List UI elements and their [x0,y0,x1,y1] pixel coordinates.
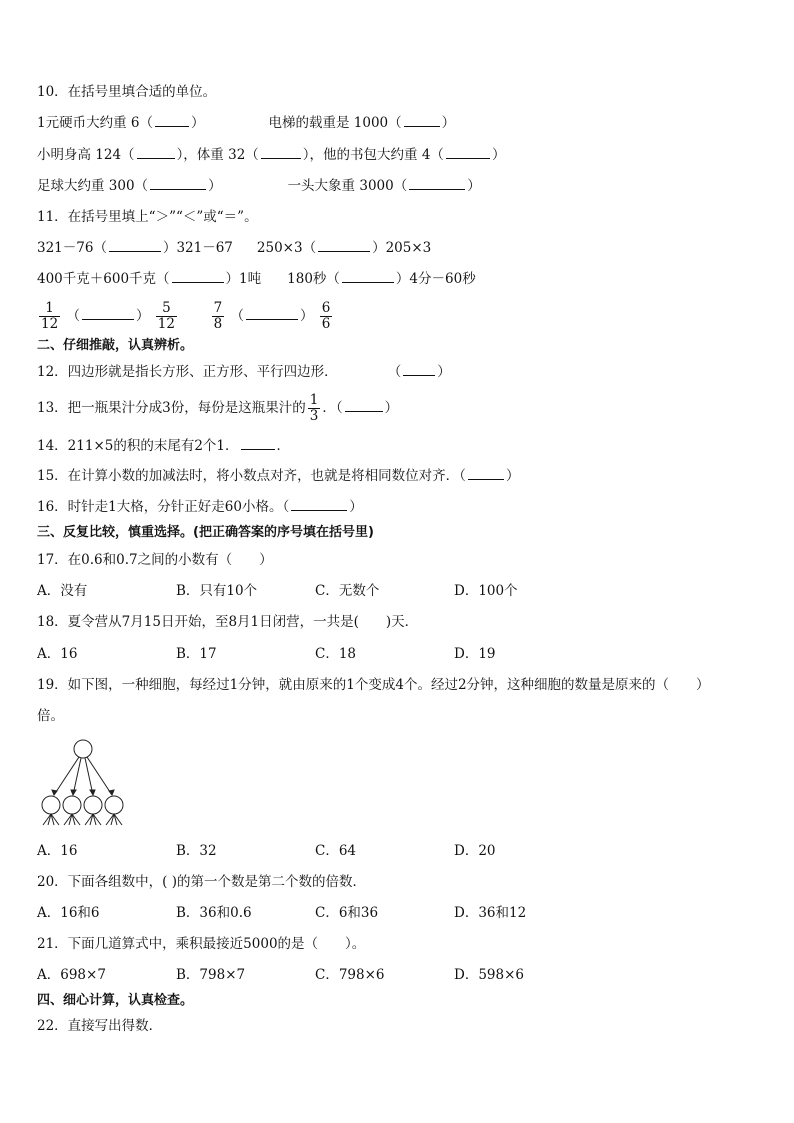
answer-blank[interactable] [342,270,394,283]
q13-text: 13．把一瓶果汁分成3份，每份是这瓶果汁的 [37,400,306,416]
q22-stem: 22．直接写出得数． [37,1018,163,1034]
answer-blank[interactable] [291,498,347,511]
q20-stem: 20．下面各组数中，( )的第一个数是第二个数的倍数． [37,874,367,890]
q19-option-b[interactable]: B．32 [176,843,217,859]
fraction-numerator: 5 [162,300,171,316]
q11-row3 [37,298,334,334]
q21-stem: 21．下面几道算式中，乘积最接近5000的是（ ）。 [37,936,366,952]
fraction [212,301,225,332]
q18-option-a[interactable]: A．16 [37,646,78,662]
fraction-numerator: 1 [309,392,319,408]
parent-cell [74,740,92,758]
q14-text: 14．211×5的积的末尾有2个1． [37,438,239,454]
q10-r3-close2: ） [467,178,481,194]
paren-close: ） [384,400,399,416]
answer-blank[interactable] [82,307,134,320]
q10-r1-text: 1元硬币大约重 6（ [37,115,153,131]
answer-blank[interactable] [446,146,490,159]
q21-option-a[interactable]: A．698×7 [37,967,106,983]
answer-blank[interactable] [468,467,504,480]
q20-option-c[interactable]: C．6和36 [315,905,379,921]
section-heading-2: 二、仔细推敲，认真辨析。 [37,338,194,353]
answer-blank[interactable] [261,146,301,159]
child-cell [63,796,81,814]
section-heading-3: 三、反复比较，慎重选择。(把正确答案的序号填在括号里) [37,525,374,540]
q13-text2: ．（ [322,400,343,416]
q11-r2-text: 400千克＋600千克（ [37,271,170,287]
answer-blank[interactable] [345,399,383,412]
q11-r2-text4: ）4分－60秒 [395,271,476,287]
q11-title: 11．在括号里填上“＞”“＜”或“＝”。 [37,209,258,225]
q11-r1-text3: 250×3（ [256,240,317,256]
q15 [37,467,519,485]
paren-close: ） [135,308,150,324]
paren-close: ） [349,499,363,515]
q10-row3 [37,177,481,195]
q18-stem: 18．夏令营从7月15日开始，至8月1日闭营，一共是( )天． [37,614,419,630]
fraction [308,393,321,424]
paren-close: ） [299,308,314,324]
answer-blank[interactable] [109,239,161,252]
paren-close: ） [505,468,520,484]
answer-blank[interactable] [404,114,440,127]
q10-title: 10．在括号里填合适的单位。 [37,84,217,100]
answer-blank[interactable] [241,437,275,450]
q14-period: ． [276,438,291,454]
fraction [156,301,177,332]
answer-blank[interactable] [137,146,175,159]
q10-r1-close2: ） [441,115,456,131]
q17-option-b[interactable]: B．只有10个 [176,583,258,599]
paren-close: ） [437,364,451,380]
q11-r2-text3: 180秒（ [287,271,340,287]
paren-open: （ [66,308,80,324]
q11-row1 [37,239,431,257]
q18-option-d[interactable]: D．19 [454,646,496,662]
fraction-numerator: 6 [321,300,331,316]
q11-row2 [37,270,476,288]
q13 [37,390,398,426]
q12-text: 12．四边形就是指长方形、正方形、平行四边形． [37,364,338,380]
q19-stem: 19．如下图，一种细胞，每经过1分钟，就由原来的1个变成4个。经过2分钟，这种细胞的数量是原来的（ ） [37,677,710,693]
fraction-denominator: 6 [321,316,331,332]
q19-option-c[interactable]: C．64 [315,843,357,859]
q11-r1-text4: ）205×3 [372,240,432,256]
q15-text: 15．在计算小数的加减法时，将小数点对齐，也就是将相同数位对齐．（ [37,468,466,484]
q10-r3-text2: 一头大象重 3000（ [287,178,408,194]
q17-option-c[interactable]: C．无数个 [315,583,380,599]
q19-option-a[interactable]: A．16 [37,843,78,859]
q21-option-d[interactable]: D．598×6 [454,967,524,983]
q17-option-d[interactable]: D．100个 [454,583,518,599]
q10-r1-text2: 电梯的载重是 1000（ [268,115,402,131]
q17-option-a[interactable]: A．没有 [37,583,88,599]
q11-r2-text2: ）1吨 [225,271,262,287]
q11-r1-text2: ）321－67 [162,240,233,256]
q10-r3-text: 足球大约重 300（ [37,178,149,194]
answer-blank[interactable] [155,114,189,127]
q14 [37,437,290,455]
paren-open: （ [230,308,244,324]
q12 [37,363,451,381]
fraction-denominator: 12 [157,316,175,332]
q17-stem: 17．在0.6和0.7之间的小数有（ ） [37,552,273,568]
q18-option-b[interactable]: B．17 [176,646,217,662]
q11-r1-text: 321－76（ [37,240,107,256]
answer-blank[interactable] [409,177,465,190]
answer-blank[interactable] [150,177,206,190]
q20-option-b[interactable]: B．36和0.6 [176,905,252,921]
answer-blank[interactable] [403,363,435,376]
q10-r3-close: ） [208,178,222,194]
q16 [37,498,363,516]
q16-text: 16．时针走1大格，分针正好走60小格。（ [37,499,290,515]
q10-r2-text: 小明身高 124（ [37,147,135,163]
answer-blank[interactable] [246,307,298,320]
q21-option-b[interactable]: B．798×7 [176,967,246,983]
paren-open: （ [387,364,402,380]
child-cell [105,796,123,814]
cell-division-diagram [38,737,130,829]
q21-option-c[interactable]: C．798×6 [315,967,385,983]
section-heading-4: 四、细心计算，认真检查。 [37,993,194,1008]
child-cell [84,796,102,814]
q10-r2-text3: ），他的书包大约重 4（ [302,147,444,163]
fraction-denominator: 12 [41,316,59,332]
q10-row2 [37,146,505,164]
fraction [39,301,60,332]
q18-option-c[interactable]: C．18 [315,646,357,662]
q19-stem-cont: 倍。 [37,708,64,724]
fraction-numerator: 7 [213,300,223,316]
answer-blank[interactable] [318,239,370,252]
fraction-numerator: 1 [45,300,54,316]
q19-option-d[interactable]: D．20 [454,843,496,859]
q10-row1 [37,114,455,132]
q20-option-a[interactable]: A．16和6 [37,905,100,921]
q10-r2-text2: ），体重 32（ [176,147,259,163]
fraction [320,301,333,332]
q10-r1-close: ） [190,115,205,131]
child-cell [42,796,60,814]
q10-r2-close: ） [491,147,506,163]
fraction-denominator: 8 [213,316,223,332]
q20-option-d[interactable]: D．36和12 [454,905,527,921]
answer-blank[interactable] [172,270,224,283]
fraction-denominator: 3 [309,408,319,424]
